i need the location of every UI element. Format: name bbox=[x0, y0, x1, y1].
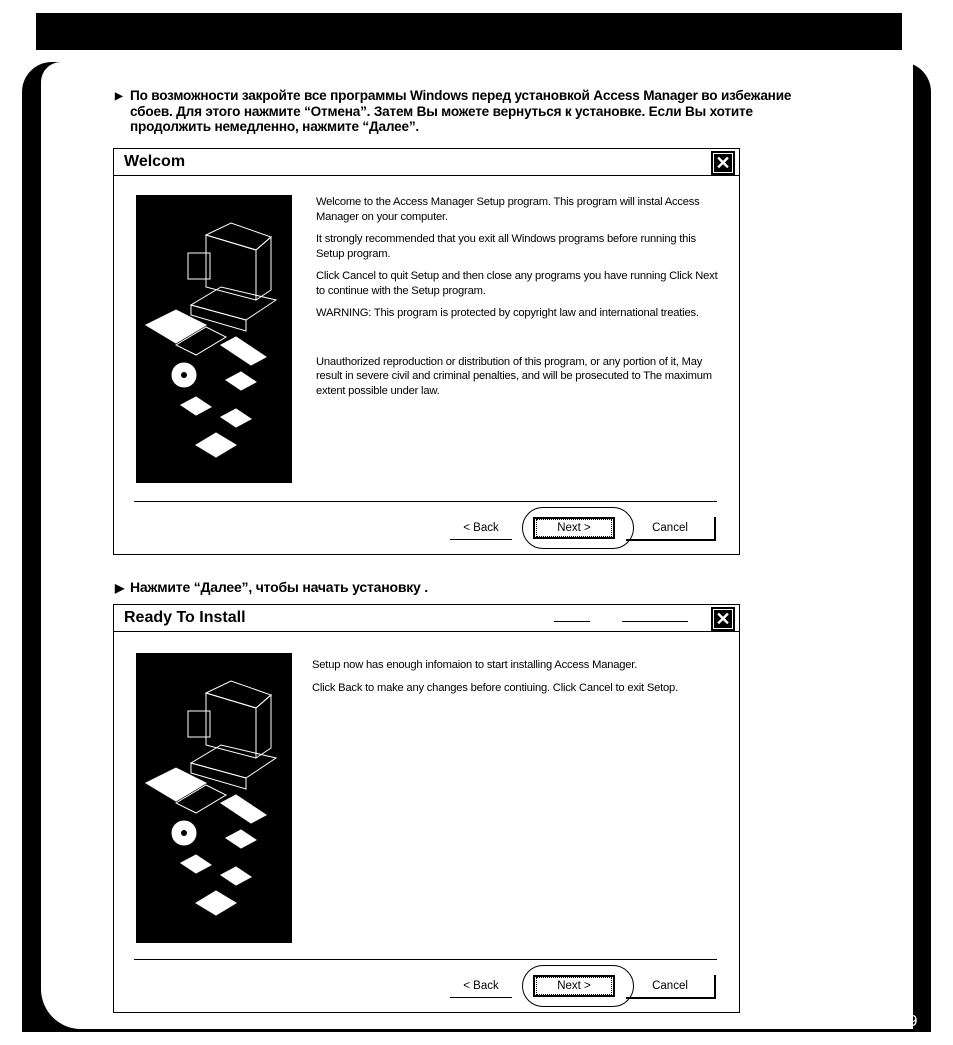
welcome-dialog bbox=[113, 148, 740, 555]
bullet-arrow-icon: ▶ bbox=[115, 91, 123, 102]
setup-illustration bbox=[136, 195, 292, 483]
title-bar-mark bbox=[622, 621, 688, 622]
title-divider bbox=[114, 175, 739, 176]
paragraph: Unauthorized reproduction or distribution of this program, or any portion of it, May result in severe civil and criminal penalties, and will be prosecuted to The maximum extent possible under law. bbox=[316, 355, 712, 397]
dialog-body-text bbox=[312, 658, 722, 703]
paragraph: It strongly recommended that you exit all Windows programs before running this Setup program. bbox=[316, 233, 696, 260]
next-label: Next > bbox=[557, 522, 591, 534]
button-divider bbox=[134, 501, 717, 502]
cancel-button[interactable]: Cancel bbox=[626, 517, 716, 541]
instruction-note-2 bbox=[115, 580, 715, 596]
next-label: Next > bbox=[557, 980, 591, 992]
instruction-text: Нажмите “Далее”, чтобы начать установку . bbox=[130, 579, 428, 595]
paragraph: Click Back to make any changes before contiuing. Click Cancel to exit Setop. bbox=[312, 681, 678, 694]
back-button[interactable]: < Back bbox=[450, 975, 512, 998]
button-divider bbox=[134, 959, 717, 960]
title-divider bbox=[114, 631, 739, 632]
dialog-body-text bbox=[316, 195, 726, 406]
header-bar bbox=[36, 13, 902, 50]
page-number: 9 bbox=[908, 1012, 918, 1030]
close-icon[interactable]: ✕ bbox=[711, 607, 735, 631]
next-button[interactable] bbox=[533, 975, 615, 997]
instruction-text: По возможности закройте все программы Windows перед установкой Access Manager во избежание сбоев. Для этого нажмите “Отмена”. Затем Вы можете вернуться к установке. Если Вы хотите продолжить немедленно, нажмите “Далее”. bbox=[130, 88, 792, 134]
instruction-note-1 bbox=[115, 88, 835, 135]
title-bar-mark bbox=[554, 621, 590, 622]
paragraph: WARNING: This program is protected by copyright law and international treaties. bbox=[316, 307, 699, 319]
paragraph: Setup now has enough infomaion to start installing Access Manager. bbox=[312, 659, 638, 671]
dialog-title: Ready To Install bbox=[124, 609, 246, 626]
paragraph: Welcome to the Access Manager Setup program. This program will instal Access Manager on your computer. bbox=[316, 196, 700, 223]
back-button[interactable]: < Back bbox=[450, 517, 512, 540]
cancel-button[interactable]: Cancel bbox=[626, 975, 716, 999]
setup-illustration bbox=[136, 653, 292, 943]
next-button[interactable] bbox=[533, 517, 615, 539]
bullet-arrow-icon: ▶ bbox=[115, 581, 125, 595]
ready-to-install-dialog bbox=[113, 604, 740, 1013]
dialog-title: Welcom bbox=[124, 153, 186, 170]
paragraph: Click Cancel to quit Setup and then close any programs you have running Click Next to continue with the Setup program. bbox=[316, 270, 718, 297]
close-icon[interactable]: ✕ bbox=[711, 151, 735, 175]
